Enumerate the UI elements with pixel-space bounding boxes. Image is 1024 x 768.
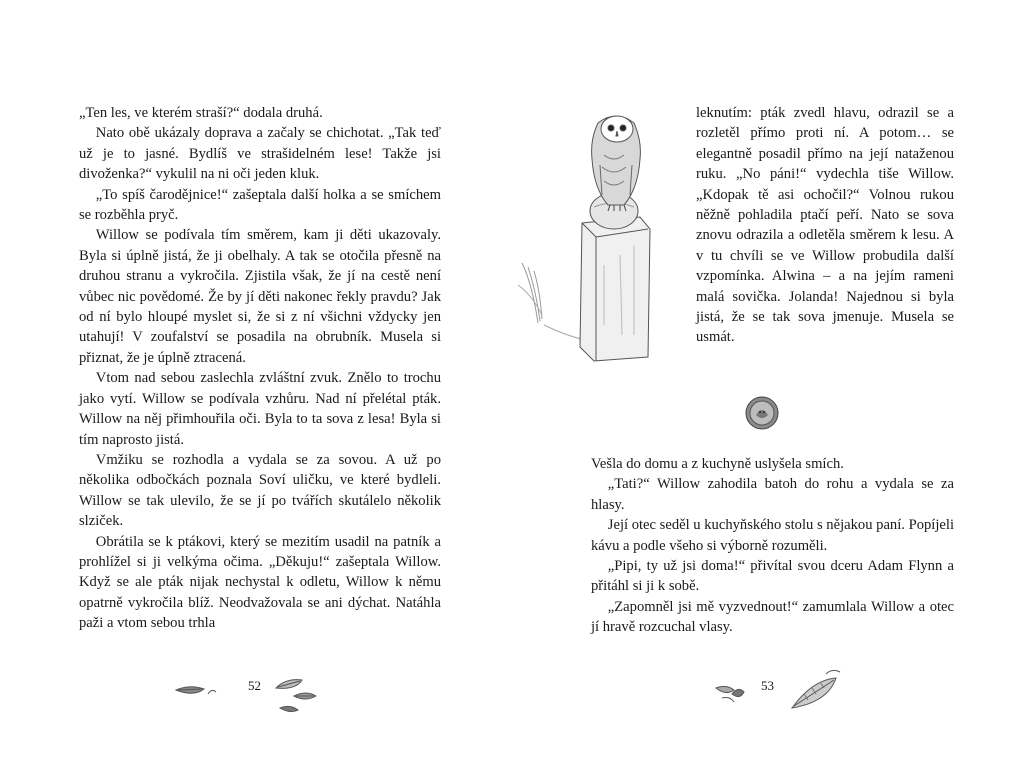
paragraph: „Pipi, ty už jsi doma!“ přivítal svou dceru Adam Flynn a přitáhl si ji k sobě. [591,558,954,595]
paragraph: Obrátila se k ptákovi, který se mezitím usadil na patník a prohlížel si ji velkýma očima. „Děkuju!“ zašeptala Willow. Když se ale pták nijak nechystal k odletu, Willow k němu opatrně vykročila blíž. Neodvažovala se ani dýchat. Natáhla paži a vtom sebou trhla [79,533,441,632]
right-page-footer [712,668,892,716]
paragraph: Nato obě ukázaly doprava a začaly se chichotat. „Tak teď už je to jasné. Bydlíš ve strašidelném lese! Takže jsi divoženka?“ vykulil na ni oči jeden kluk. [79,125,441,183]
paragraph: Vmžiku se rozhodla a vydala se za sovou. A už po několika odbočkách poznala Soví uličku, ve které bydleli. Willow se tak ulevilo, že se jí po tvářích skutálelo několik slziček. [79,451,441,530]
falling-leaves-icon [712,668,892,716]
right-page [512,0,1024,768]
owl-on-bollard-illustration [514,95,684,375]
paragraph: Vešla do domu a z kuchyně uslyšela smích. [591,456,844,472]
paragraph: „Tati?“ Willow zahodila batoh do rohu a vydala se za hlasy. [591,476,954,513]
paragraph: „To spíš čarodějnice!“ zašeptala další holka a se smíchem se rozběhla pryč. [79,186,441,224]
left-page-footer [168,668,348,716]
paragraph: „Zapomněl jsi mě vyzvednout!“ zamumlala Willow a otec jí hravě rozcuchal vlasy. [591,598,954,636]
paragraph: „Ten les, ve kterém straší?“ dodala druhá. [79,105,323,121]
paragraph: Její otec seděl u kuchyňského stolu s nějakou paní. Popíjeli kávu a podle všeho si výborně rozuměli. [591,517,954,554]
page-number: 52 [248,678,261,693]
owl-coin-icon [744,395,780,431]
right-page-lower-text [591,454,954,638]
paragraph: Vtom nad sebou zaslechla zvláštní zvuk. Znělo to trochu jako vytí. Willow se podívala vzhůru. Nad ní přelétal pták. Willow na něj přimhouřila oči. Byla to ta sova z lesa! Byla si tím naprosto jistá. [79,370,441,448]
paragraph: leknutím: pták zvedl hlavu, odrazil se a rozletěl přímo proti ní. A potom… se elegantně posadil přímo na její nataženou ruku. „No páni!“ vydechla tiše Willow. „Kdopak tě asi ochočil?“ Volnou rukou něžně pohladila ptačí peří. Nato se sova znovu odrazila a odletěla směrem k lesu. A v tu chvíli se ve Willow probudila další vzpomínka. Alwina – a na jejím rameni malá sovička. Jolanda! Najednou si byla jistá, že se tak sova jmenuje. Musela se usmát. [696,105,954,346]
left-page-text [79,103,441,634]
right-page-wrap-text [696,103,954,348]
page-number: 53 [761,678,774,693]
paragraph: Willow se podívala tím směrem, kam ji děti ukazovaly. Byla si úplně jistá, že ji obelhaly. A tak se otočila přesně na druhou stranu a vykročila. Zjistila však, že jí na cestě není vůbec nic povědomé. Že by jí děti nakonec řekly pravdu? Jak od ní bylo hloupé myslet si, že si z ní všichni vždycky jen utahují! V zoufalství se posadila na obrubník. Musela si přiznat, že je úplně ztracená. [79,227,441,366]
